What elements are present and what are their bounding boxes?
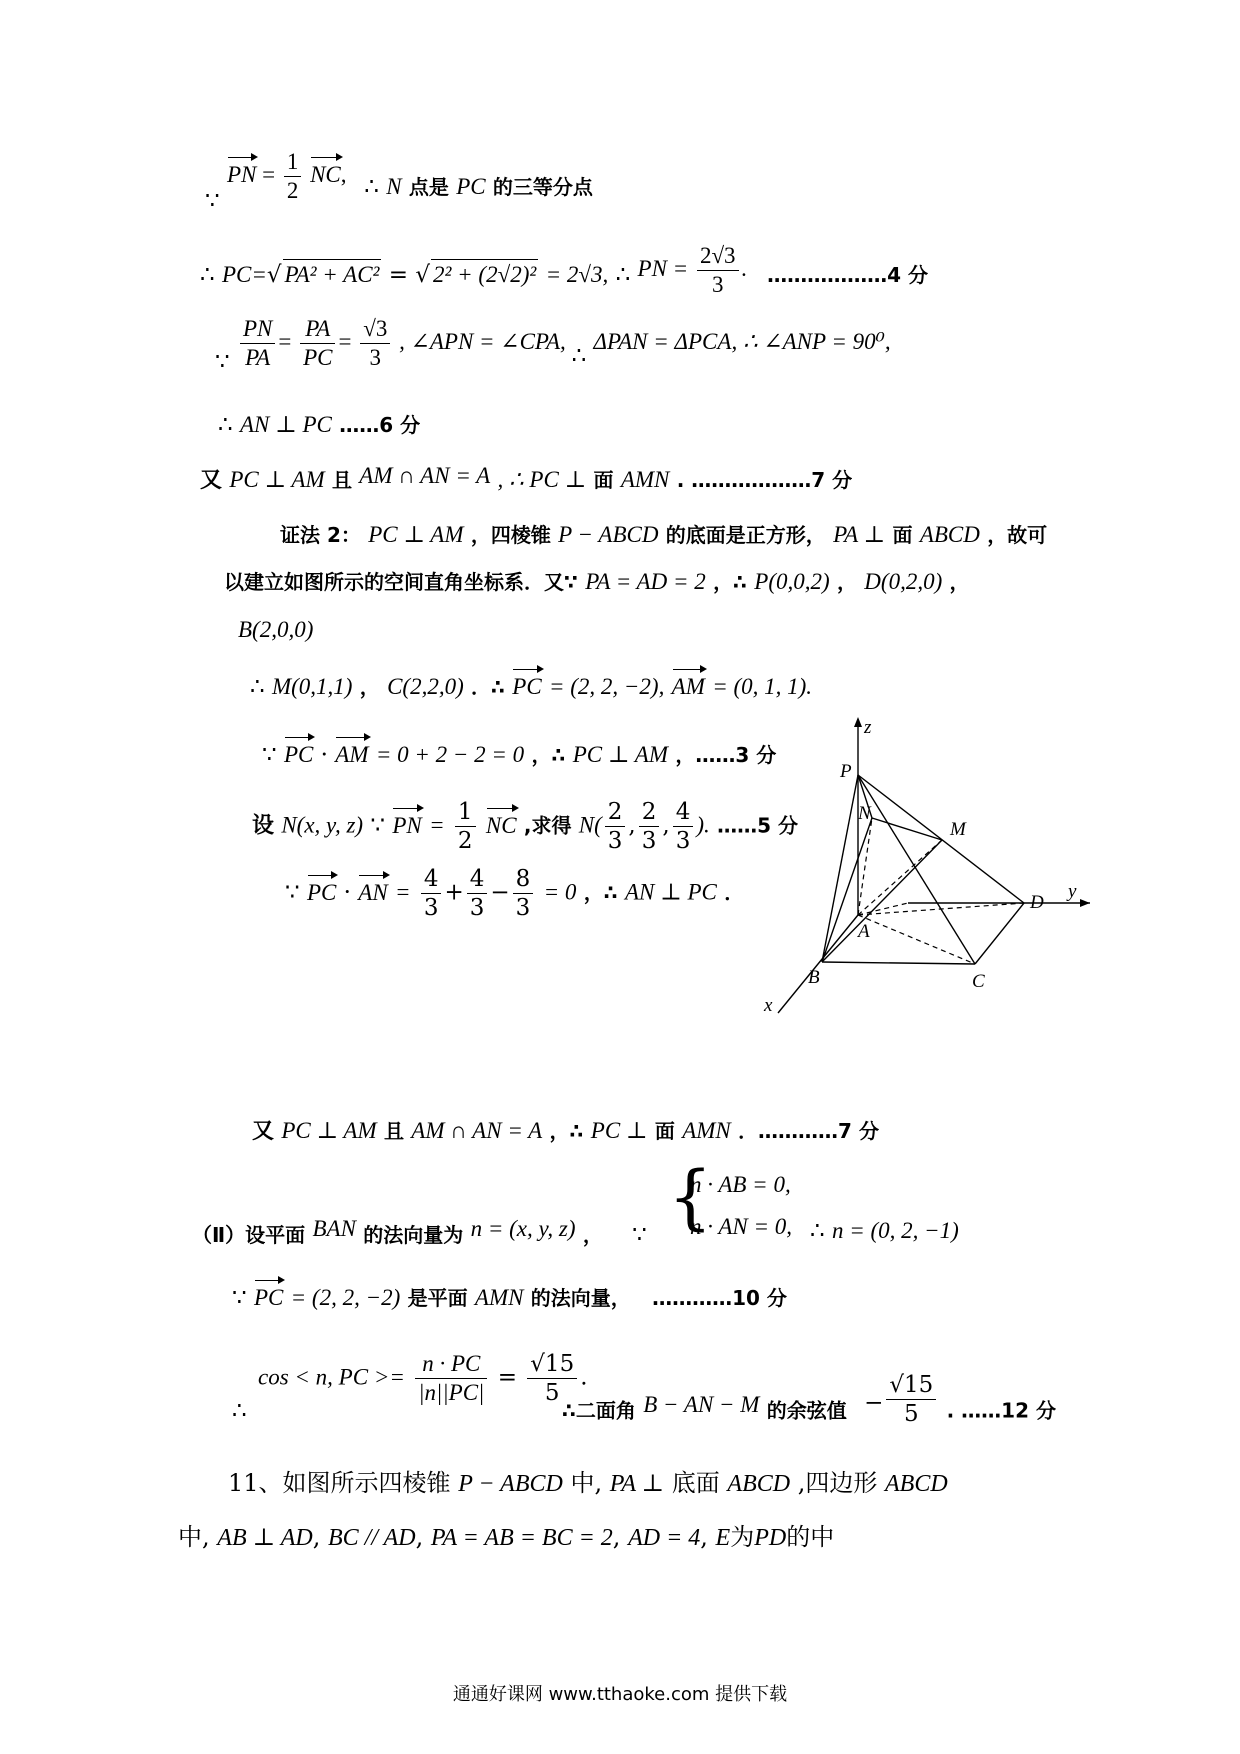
line-5: 又 PC ⊥ AM 且 AM ∩ AN = A , ∴ PC ⊥ 面 AMN . ………………7 分 xyxy=(200,463,853,493)
line-4: ∴ AN ⊥ PC ……6 分 xyxy=(218,412,421,438)
line-3: ∵ $\frac{PN}{PA}$ = $\frac{PA}{PC}$ = $\frac{√3}{3}$ , ∠APN = ∠CPA, ∴ ΔPAN = ΔPCA, ∴ ∠ANP = 90⁰, xyxy=(215,316,891,375)
section-2-result: ∴ n = (0, 2, −1) xyxy=(810,1218,959,1244)
point-label-n: N xyxy=(858,803,871,824)
axis-label-y: y xyxy=(1068,881,1077,902)
system-eq-1: n · AB = 0, xyxy=(690,1172,791,1197)
proof2-line-5: ∵ PC · AM = 0 + 2 − 2 = 0 ，∴ PC ⊥ AM ，……3 分 xyxy=(262,742,777,768)
system-eq-2: n · AN = 0, xyxy=(690,1214,792,1239)
section-2-conclusion-2: ∴二面角 B − AN − M 的余弦值 − $\frac{√15}{5}$ . ……12 分 xyxy=(562,1372,1056,1427)
frac-1-2: $\frac{1}{2}$ xyxy=(284,148,302,205)
pyramid-figure xyxy=(760,715,1090,1015)
proof2-line-7: ∵ PC · AN = $\frac{4}{3}$ + $\frac{4}{3}$ − $\frac{8}{3}$ = 0 ，∴ AN ⊥ PC ． xyxy=(285,866,745,921)
question-11-line-1: 11、如图所示四棱锥 P − ABCD 中, PA ⊥ 底面 ABCD ,四边形 ABCD xyxy=(228,1469,948,1497)
point-label-d: D xyxy=(1030,892,1044,913)
point-label-b: B xyxy=(808,967,820,988)
point-label-p: P xyxy=(840,761,852,782)
question-11-line-2: 中, AB ⊥ AD, BC // AD, PA = AB = BC = 2, AD = 4, E为PD的中 xyxy=(178,1523,835,1551)
vec-nc: NC xyxy=(310,160,341,190)
vec-pn: PN xyxy=(227,160,256,190)
section-2-line-2: ∵ PC = (2, 2, −2) 是平面 AMN 的法向量， …………10 分 xyxy=(232,1285,787,1311)
section-2-cos: cos < n, PC >= $\frac{n \cdot PC}{|n||PC|}$ = $\frac{√15}{5}$ . xyxy=(258,1351,588,1406)
axis-label-x: x xyxy=(764,995,773,1015)
point-label-a: A xyxy=(858,921,870,942)
line-9: 又 PC ⊥ AM 且 AM ∩ AN = A ，∴ PC ⊥ 面 AMN ．…………7 分 xyxy=(252,1118,879,1144)
axis-label-z: z xyxy=(864,717,872,738)
line-1: ∵ PN = $\frac{1}{2}$ NC, ∴ N 点是 PC 的三等分点 xyxy=(205,149,593,214)
proof2-line-1: 证法 2： PC ⊥ AM ，四棱锥 P − ABCD 的底面是正方形， PA ⊥ 面 ABCD ，故可 xyxy=(280,522,1048,547)
proof2-line-4: ∴ M(0,1,1) ， C(2,2,0) ．∴ PC = (2, 2, −2), AM = (0, 1, 1). xyxy=(250,674,813,700)
section-2-line-1: （Ⅱ）设平面 BAN 的法向量为 n = (x, y, z) ， ∵ xyxy=(192,1216,647,1248)
line-2: ∴ PC=√ PA² + AC² = √ 2² + (2√2)² = 2√3, ∴ PN = $\frac{2√3}{3}$ . ………………4 分 xyxy=(200,243,928,297)
point-label-c: C xyxy=(972,971,985,992)
system-brace: { xyxy=(668,1156,713,1238)
proof2-line-3: B(2,0,0) xyxy=(238,617,314,642)
proof2-line-6: 设 N(x, y, z) ∵ PN = $\frac{1}{2}$ NC ,求得 N( $\frac{2}{3}$ , $\frac{2}{3}$ , $\frac{4}{3}$ ). ……5 分 xyxy=(252,799,798,854)
point-label-m: M xyxy=(950,819,966,840)
page-footer: 通通好课网 www.tthaoke.com 提供下载 xyxy=(452,1684,788,1705)
section-2-conclusion: ∴ xyxy=(232,1398,247,1424)
proof2-line-2: 以建立如图所示的空间直角坐标系．又∵ PA = AD = 2 ，∴ P(0,0,2) ， D(0,2,0) ， xyxy=(224,569,970,594)
